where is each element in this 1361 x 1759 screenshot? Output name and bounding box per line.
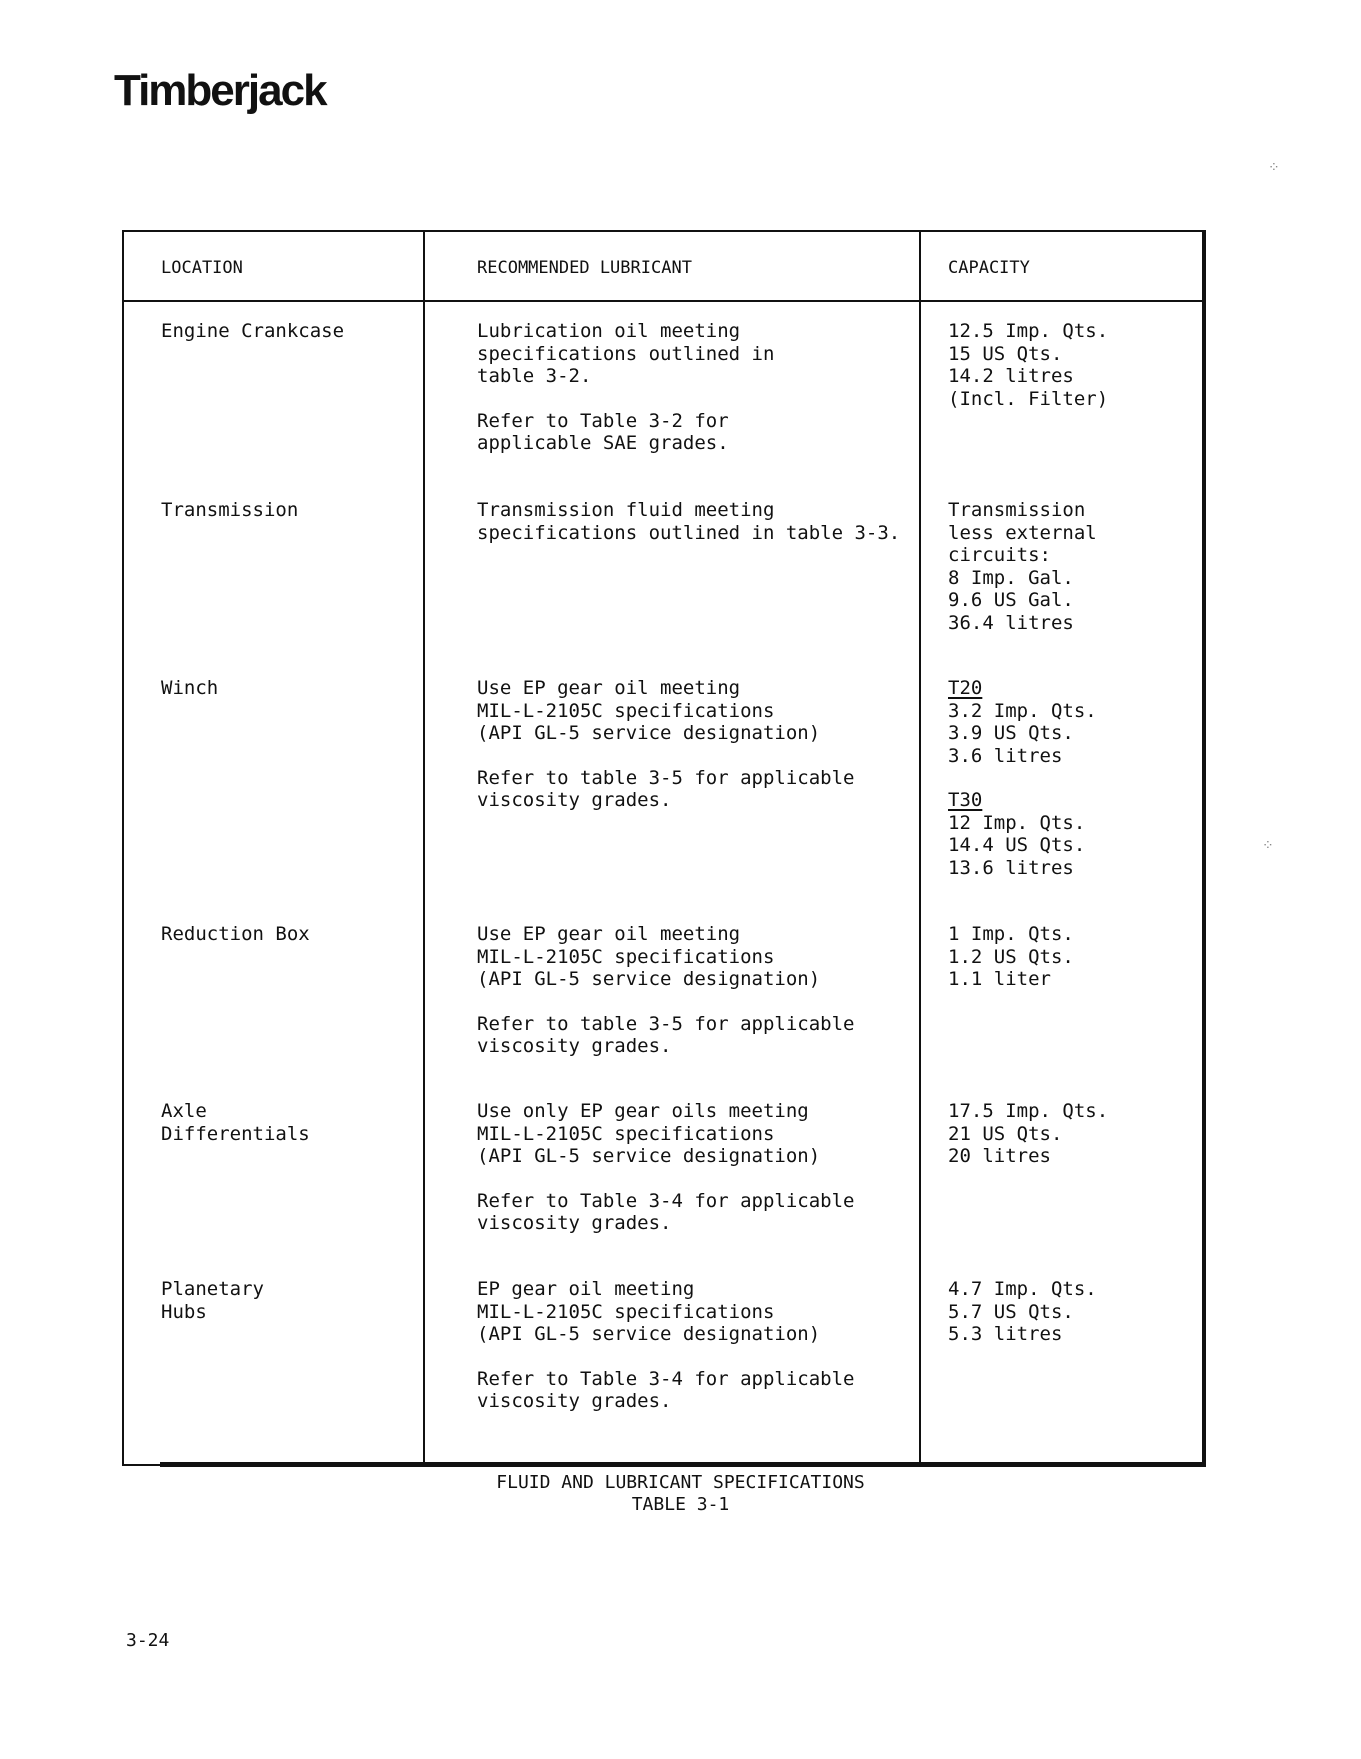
- lubricant-text: Use EP gear oil meeting: [477, 923, 741, 945]
- lubricant-text: EP gear oil meeting: [477, 1278, 695, 1300]
- capacity-group: [948, 923, 1074, 991]
- location-cell: [161, 677, 218, 700]
- capacity-text: 1.1 liter: [948, 968, 1051, 990]
- capacity-text: 4.7 Imp. Qts.: [948, 1278, 1097, 1300]
- capacity-cell: [948, 677, 1097, 879]
- lubricant-text: Lubrication oil meeting: [477, 320, 741, 342]
- capacity-text: 17.5 Imp. Qts.: [948, 1100, 1109, 1122]
- lubricant-paragraph: [477, 1013, 855, 1058]
- capacity-text: 14.2 litres: [948, 365, 1074, 387]
- capacity-model-label: T20: [948, 677, 983, 699]
- lubricant-text: MIL-L-2105C specifications: [477, 945, 775, 968]
- lubricant-text: viscosity grades.: [477, 1390, 672, 1412]
- scan-speck-top: ⁘: [1268, 160, 1280, 176]
- lubricant-cell: [477, 1100, 855, 1235]
- capacity-cell: [948, 923, 1074, 991]
- capacity-text: 5.7 US Qts.: [948, 1300, 1074, 1323]
- lubricant-paragraph: [477, 320, 774, 388]
- capacity-cell: [948, 499, 1097, 634]
- capacity-group: [948, 1100, 1108, 1168]
- lubricant-text: viscosity grades.: [477, 1035, 672, 1057]
- lubricant-text: viscosity grades.: [477, 789, 672, 811]
- column-header-location: LOCATION: [161, 258, 243, 278]
- lubricant-paragraph: [477, 499, 900, 544]
- lubricant-text: (API GL-5 service designation): [477, 722, 821, 744]
- capacity-text: 1.2 US Qts.: [948, 945, 1074, 968]
- lubricant-paragraph: [477, 1368, 855, 1413]
- lubricant-paragraph: [477, 767, 855, 812]
- capacity-text: 21 US Qts.: [948, 1122, 1063, 1145]
- lubricant-cell: [477, 677, 855, 812]
- capacity-text: 8 Imp. Gal.: [948, 566, 1074, 589]
- lubricant-paragraph: [477, 1190, 855, 1235]
- location-cell: [161, 320, 344, 343]
- lubricant-paragraph: [477, 410, 774, 455]
- location-cell: [161, 1100, 310, 1145]
- lubricant-cell: [477, 1278, 855, 1413]
- capacity-text: circuits:: [948, 544, 1051, 566]
- capacity-text: 15 US Qts.: [948, 342, 1063, 365]
- capacity-text: 13.6 litres: [948, 856, 1074, 879]
- column-header-capacity: CAPACITY: [948, 258, 1030, 278]
- capacity-text: (Incl. Filter): [948, 387, 1109, 410]
- lubricant-cell: [477, 499, 900, 544]
- capacity-cell: [948, 1278, 1097, 1346]
- capacity-text: 20 litres: [948, 1145, 1051, 1167]
- capacity-group: [948, 499, 1097, 634]
- capacity-text: 3.2 Imp. Qts.: [948, 699, 1097, 722]
- capacity-model-label: T30: [948, 789, 983, 811]
- capacity-text: 9.6 US Gal.: [948, 589, 1074, 611]
- lubricant-table: [122, 230, 1206, 1466]
- caption-number: TABLE 3-1: [631, 1494, 730, 1515]
- lubricant-text: specifications outlined in: [477, 342, 775, 365]
- lubricant-text: (API GL-5 service designation): [477, 1145, 821, 1167]
- capacity-group: [948, 789, 1097, 879]
- location-text: Hubs: [161, 1300, 207, 1323]
- lubricant-text: MIL-L-2105C specifications: [477, 1122, 775, 1145]
- capacity-text: 3.9 US Qts.: [948, 722, 1074, 744]
- lubricant-paragraph: [477, 923, 855, 991]
- location-text: Engine Crankcase: [161, 320, 345, 342]
- lubricant-text: Use EP gear oil meeting: [477, 677, 741, 699]
- lubricant-paragraph: [477, 1278, 855, 1346]
- lubricant-text: applicable SAE grades.: [477, 432, 729, 454]
- lubricant-text: Use only EP gear oils meeting: [477, 1100, 809, 1122]
- lubricant-cell: [477, 320, 774, 455]
- capacity-text: less external: [948, 521, 1097, 544]
- lubricant-text: MIL-L-2105C specifications: [477, 1300, 775, 1323]
- column-divider: [919, 232, 921, 1464]
- table-shadow: [160, 1462, 1206, 1467]
- capacity-cell: [948, 1100, 1108, 1168]
- location-cell: [161, 923, 310, 946]
- lubricant-paragraph: [477, 1100, 855, 1168]
- capacity-text: 1 Imp. Qts.: [948, 923, 1074, 945]
- lubricant-text: Refer to Table 3-4 for applicable: [477, 1367, 855, 1390]
- capacity-cell: [948, 320, 1108, 410]
- lubricant-text: viscosity grades.: [477, 1212, 672, 1234]
- capacity-text: 12 Imp. Qts.: [948, 811, 1086, 834]
- location-text: Reduction Box: [161, 923, 310, 945]
- location-text: Axle: [161, 1100, 207, 1122]
- column-divider: [423, 232, 425, 1464]
- lubricant-text: table 3-2.: [477, 365, 592, 387]
- brand-logo: Timberjack: [114, 66, 326, 115]
- lubricant-text: Refer to Table 3-2 for: [477, 409, 729, 432]
- lubricant-cell: [477, 923, 855, 1058]
- capacity-text: 5.3 litres: [948, 1323, 1063, 1345]
- location-cell: [161, 1278, 264, 1323]
- lubricant-text: Refer to table 3-5 for applicable: [477, 1012, 855, 1035]
- location-text: Winch: [161, 677, 219, 699]
- header-divider: [124, 300, 1202, 302]
- capacity-text: 14.4 US Qts.: [948, 834, 1086, 856]
- lubricant-text: specifications outlined in table 3-3.: [477, 521, 901, 544]
- capacity-text: 12.5 Imp. Qts.: [948, 320, 1109, 342]
- lubricant-text: (API GL-5 service designation): [477, 968, 821, 990]
- lubricant-text: (API GL-5 service designation): [477, 1323, 821, 1345]
- capacity-text: 36.4 litres: [948, 611, 1074, 634]
- capacity-group: [948, 677, 1097, 767]
- location-cell: [161, 499, 298, 522]
- capacity-group: [948, 1278, 1097, 1346]
- capacity-group: [948, 320, 1108, 410]
- lubricant-text: Transmission fluid meeting: [477, 499, 775, 521]
- lubricant-paragraph: [477, 677, 855, 745]
- scan-speck-mid: ⁘: [1262, 838, 1274, 854]
- capacity-text: Transmission: [948, 499, 1086, 521]
- capacity-text: 3.6 litres: [948, 744, 1063, 767]
- location-text: Transmission: [161, 499, 299, 521]
- lubricant-text: Refer to Table 3-4 for applicable: [477, 1189, 855, 1212]
- location-text: Differentials: [161, 1122, 310, 1145]
- lubricant-text: Refer to table 3-5 for applicable: [477, 766, 855, 789]
- column-header-lubricant: RECOMMENDED LUBRICANT: [477, 258, 692, 278]
- page-number: 3-24: [126, 1630, 170, 1651]
- table-caption: [0, 1472, 1361, 1516]
- caption-title: FLUID AND LUBRICANT SPECIFICATIONS: [496, 1472, 865, 1493]
- location-text: Planetary: [161, 1278, 264, 1300]
- lubricant-text: MIL-L-2105C specifications: [477, 699, 775, 722]
